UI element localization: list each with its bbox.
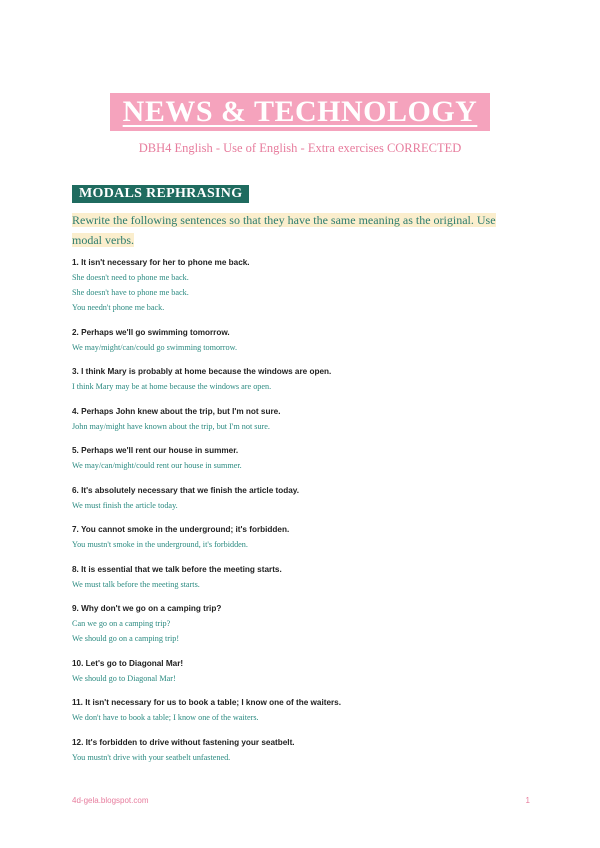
exercise-answer: We may/can/might/could rent our house in summer. — [72, 461, 242, 470]
exercise-question: 3. I think Mary is probably at home because the windows are open. — [72, 367, 332, 376]
exercise-answer: We should go to Diagonal Mar! — [72, 673, 176, 683]
section-heading: MODALS REPHRASING — [79, 186, 243, 201]
exercise-item — [72, 523, 532, 552]
exercise-answer: You mustn't smoke in the underground, it's forbidden. — [72, 540, 248, 549]
exercise-question: 11. It isn't necessary for us to book a table; I know one of the waiters. — [72, 698, 342, 707]
exercise-question: 9. Why don't we go on a camping trip? — [72, 604, 222, 613]
exercise-item — [72, 444, 532, 473]
exercise-answer: You needn't phone me back. — [72, 303, 165, 312]
exercise-item — [72, 563, 532, 592]
exercise-answer: You mustn't drive with your seatbelt unfastened. — [72, 752, 231, 762]
page-title: NEWS & TECHNOLOGY — [122, 95, 478, 128]
instruction-text — [72, 210, 512, 250]
exercise-question: 2. Perhaps we'll go swimming tomorrow. — [72, 327, 230, 337]
exercise-item — [72, 696, 532, 725]
exercise-list — [72, 256, 532, 775]
exercise-answer: We should go on a camping trip! — [72, 634, 180, 643]
exercise-question: 4. Perhaps John knew about the trip, but I'm not sure. — [72, 406, 281, 416]
exercise-answer: She doesn't need to phone me back. — [72, 273, 189, 282]
exercise-question: 10. Let's go to Diagonal Mar! — [72, 658, 184, 668]
exercise-answer: John may/might have known about the trip, but I'm not sure. — [72, 421, 270, 431]
page-number: 1 — [525, 796, 530, 805]
instruction-highlight: Rewrite the following sentences so that they have the same meaning as the original. Use modal verbs. — [72, 213, 496, 247]
page-subtitle: DBH4 English - Use of English - Extra exercises CORRECTED — [138, 141, 462, 155]
footer-url: 4d-gela.blogspot.com — [72, 796, 149, 805]
exercise-item — [72, 365, 532, 394]
title-banner — [110, 93, 490, 131]
section-heading-box — [72, 185, 249, 203]
exercise-answer: We must talk before the meeting starts. — [72, 579, 200, 589]
exercise-item — [72, 484, 532, 513]
exercise-item — [72, 736, 532, 765]
exercise-question: 7. You cannot smoke in the underground; it's forbidden. — [72, 525, 290, 534]
exercise-item — [72, 602, 532, 646]
exercise-question: 6. It's absolutely necessary that we finish the article today. — [72, 485, 300, 495]
exercise-answer: We don't have to book a table; I know one of the waiters. — [72, 713, 259, 722]
exercise-answer: Can we go on a camping trip? — [72, 619, 171, 628]
exercise-question: 1. It isn't necessary for her to phone me back. — [72, 258, 250, 267]
exercise-item — [72, 326, 532, 355]
exercise-answer: We must finish the article today. — [72, 500, 178, 510]
exercise-item — [72, 657, 532, 686]
exercise-item — [72, 256, 532, 315]
exercise-answer: We may/might/can/could go swimming tomorrow. — [72, 342, 238, 352]
exercise-question: 5. Perhaps we'll rent our house in summer. — [72, 446, 239, 455]
exercise-item — [72, 405, 532, 434]
exercise-question: 8. It is essential that we talk before the meeting starts. — [72, 564, 282, 574]
exercise-answer: I think Mary may be at home because the windows are open. — [72, 382, 272, 391]
exercise-question: 12. It's forbidden to drive without fastening your seatbelt. — [72, 737, 295, 747]
exercise-answer: She doesn't have to phone me back. — [72, 288, 189, 297]
